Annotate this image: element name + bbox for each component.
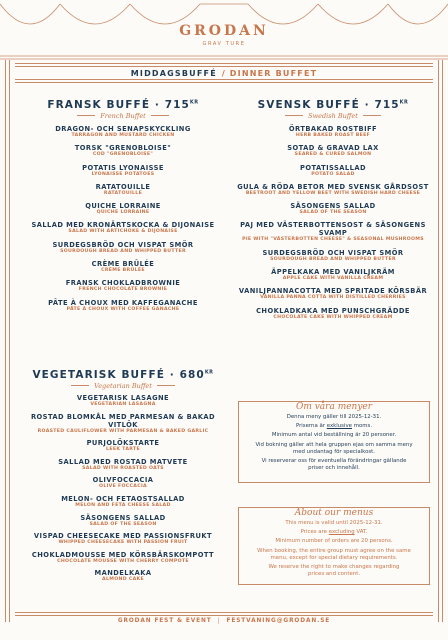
menu-item-name-sv: ÖRTBAKAD ROSTBIFF [288, 125, 378, 133]
menu-item-name-sv: RATATOUILLE [95, 182, 151, 191]
menu-item [18, 413, 228, 435]
menu-item-name-en: SEARED & CURED SALMON [294, 152, 372, 158]
menu-item-name-sv: VANILJPANNACOTTA MED SPRITADE KÖRSBÄR [238, 287, 428, 296]
menu-item-name-en: CHOCOLATE MOUSSE WITH CHERRY COMPOTE [57, 558, 189, 564]
left-rail [5, 60, 6, 622]
footer: GRODAN FEST & EVENT | FESTVANING@GRODAN.SE [117, 618, 331, 624]
menu-item-name-en: LEEK TARTE [106, 447, 140, 453]
menu-item-name-sv: CHOKLADMOUSSE MED KÖRSBÄRSKOMPOTT [31, 550, 215, 559]
menu-item-name-sv: FRANSK CHOKLADBROWNIE [65, 279, 181, 288]
menu-item [18, 514, 228, 528]
menu-item [18, 279, 228, 293]
menu-item-name-sv: VISPAD CHEESECAKE MED PASSIONSFRUKT [33, 532, 213, 541]
menu-item [18, 476, 228, 490]
info-box-en-title: About our menus [289, 508, 379, 518]
menu-item-name-en: SALAD OF THE SEASON [299, 210, 367, 216]
menu-item-name-sv: TORSK "GRENOBLOISE" [74, 144, 172, 153]
menu-title-separator: / [221, 68, 225, 78]
menu-item [18, 495, 228, 509]
menu-item-name-en: VEGETARIAN LASAGNA [90, 402, 156, 407]
menu-item-name-en: PÂTE À CHOUX WITH COFFEE GANACHE [66, 306, 180, 312]
menu-item [18, 569, 228, 583]
right-rail [442, 60, 443, 622]
french-buffet-section [18, 99, 228, 313]
menu-item [228, 268, 438, 282]
menu-item [18, 260, 228, 274]
menu-item-name-sv: MANDELKAKA [94, 569, 152, 578]
swedish-buffet-list [228, 125, 438, 321]
menu-item-name-en: WHIPPED CHEESECAKE WITH PASSION FRUIT [58, 540, 188, 546]
menu-item [18, 394, 228, 408]
french-buffet-subtitle: French Buffet [100, 112, 146, 120]
menu-item [18, 164, 228, 178]
french-buffet-list [18, 125, 228, 313]
menu-item-name-sv: POTATIS LYONAISSE [82, 163, 164, 172]
menu-item-name-en: HERB BAKED ROAST BEEF [295, 133, 371, 138]
menu-item-name-en: COD "GRENOBLOISE" [92, 152, 154, 158]
menu-item [18, 299, 228, 313]
footer-company: GRODAN FEST & EVENT [117, 618, 212, 624]
menu-item [18, 532, 228, 546]
menu-item [18, 125, 228, 139]
menu-item [228, 144, 438, 158]
menu-item-name-sv: SALLAD MED ROSTAD MATVETE [58, 457, 188, 466]
info-box-sv [238, 401, 430, 483]
menu-title-sv: MIDDAGSBUFFÉ [130, 68, 217, 78]
menu-item-name-en: LYONAISSE POTATOES [91, 171, 155, 177]
menu-item-name-sv: VEGETARISK LASAGNE [76, 394, 170, 402]
left-rail [9, 60, 10, 622]
menu-item-name-en: SOURDOUGH BREAD AND WHIPPED BUTTER [270, 256, 396, 262]
menu-item [228, 249, 438, 263]
info-box-en [238, 507, 430, 585]
menu-item-name-sv: PÂTE À CHOUX MED KAFFEGANACHE [48, 298, 198, 307]
menu-item-name-sv: ÄPPELKAKA MED VANILJKRÄM [271, 268, 395, 277]
info-box-sv-body: Denna meny gäller till 2025-12-31. Priserna är exklusive moms. Minimum antal vid beställning är 20 personer. Vid bokning gäller att hela gruppen ejas om samma meny med undantag för specialkost. Vi reserverar oss för eventuella förändringar gällande priser och innehåll. [255, 414, 413, 472]
vegetarian-buffet-subtitle: Vegetarian Buffet [94, 382, 152, 390]
menu-item-name-en: RATATOUILLE [103, 190, 143, 196]
menu-item-name-en: BEETROOT AND YELLOW BEET WITH SWEDISH HARD CHEESE [245, 190, 421, 196]
footer-email[interactable]: FESTVANING@GRODAN.SE [226, 618, 331, 624]
menu-item-name-sv: SOTAD & GRAVAD LAX [287, 144, 379, 153]
menu-item-name-en: PIE WITH "VÄSTERBOTTEN CHEESE" & SEASONAL MUSHROOMS [242, 237, 424, 243]
info-box-en-body: This menu is valid until 2025-12-31. Prices are excluding VAT. Minimum number of orders are 20 persons. When booking, the entire group must agree on the same menu, except for special dietary requirements. We reserve the right to make changes regarding prices and content. [257, 520, 411, 578]
menu-item [228, 125, 438, 139]
menu-item [18, 202, 228, 216]
menu-item-name-sv: SURDEGSBRÖD OCH VISPAT SMÖR [262, 248, 404, 257]
menu-item [18, 458, 228, 472]
menu-item [18, 183, 228, 197]
menu-item [18, 221, 228, 235]
brand-subtitle: GRAV TURE [202, 41, 246, 47]
menu-item-name-en: POTATO SALAD [311, 171, 355, 177]
menu-item [18, 144, 228, 158]
swedish-buffet-subtitle: Swedish Buffet [308, 112, 358, 120]
menu-item-name-sv: PAJ MED VÄSTERBOTTENSOST & SÄSONGENS SVAMP [240, 221, 426, 238]
menu-item-name-en: ALMOND CAKE [102, 577, 144, 583]
menu-item [228, 164, 438, 178]
menu-title-band [15, 63, 433, 83]
brand-logo: GRODAN [179, 23, 269, 39]
menu-item-name-en: MELON AND FETA CHEESE SALAD [75, 502, 171, 508]
menu-item [228, 287, 438, 301]
menu-item [228, 307, 438, 321]
menu-item [228, 183, 438, 197]
menu-item-name-sv: OLIVFOCCACIA [92, 476, 154, 485]
menu-item-name-en: ROASTED CAULIFLOWER WITH PARMESAN & BAKED GARLIC [37, 428, 209, 434]
swedish-buffet-title: SVENSK BUFFÉ · $715^{KR}$ [257, 99, 409, 111]
menu-item-name-en: CHOCOLATE CAKE WITH WHIPPED CREAM [273, 314, 393, 320]
menu-item-name-sv: SÄSONGENS SALLAD [80, 513, 166, 522]
menu-item [18, 241, 228, 255]
menu-item-name-en: APPLE CAKE WITH VANILLA CREAM [282, 276, 384, 282]
vegetarian-buffet-list [18, 394, 228, 583]
menu-item [228, 221, 438, 243]
menu-item-name-sv: CHOKLADKAKA MED PUNSCHGRÄDDE [256, 306, 410, 315]
menu-item-name-sv: PURJOLÖKSTARTE [86, 439, 160, 448]
menu-item-name-en: FRENCH CHOCOLATE BROWNIE [78, 287, 168, 293]
menu-item-name-en: SALAD OF THE SEASON [89, 521, 157, 527]
menu-item-name-en: OLIVE FOCCACIA [99, 484, 147, 490]
menu-item [228, 202, 438, 216]
menu-item-name-sv: GULA & RÖDA BETOR MED SVENSK GÅRDSOST [237, 182, 429, 191]
menu-item-name-sv: SURDEGSBRÖD OCH VISPAT SMÖR [52, 240, 194, 249]
footer-divider [15, 615, 433, 616]
menu-item-name-sv: MELON- OCH FETAOSTSALLAD [61, 494, 185, 503]
swedish-buffet-section [228, 99, 438, 321]
menu-item-name-en: CRÈME BRÛLÉE [101, 268, 145, 274]
menu-item-name-sv: SÄSONGENS SALLAD [290, 202, 376, 211]
menu-item-name-sv: SALLAD MED KRONÄRTSKOCKA & DIJONAISE [31, 221, 215, 230]
menu-item-name-en: SOURDOUGH BREAD AND WHIPPED BUTTER [60, 248, 186, 254]
vegetarian-buffet-section [18, 369, 228, 583]
menu-item-name-sv: QUICHE LORRAINE [85, 202, 161, 211]
footer-divider [15, 612, 433, 613]
right-rail [438, 60, 439, 622]
info-box-sv-title: Om våra menyer [290, 402, 378, 412]
menu-item-name-sv: CRÈME BRÛLÉE [91, 260, 155, 269]
menu-item-name-en: SALAD WITH ARTICHOKE & DIJONAISE [68, 229, 178, 235]
menu-item-name-en: SALAD WITH ROASTED OATS [82, 465, 164, 471]
menu-item-name-sv: ROSTAD BLOMKÅL MED PARMESAN & BAKAD VITLÖK [30, 412, 216, 429]
french-buffet-title: FRANSK BUFFÉ · $715^{KR}$ [47, 99, 199, 111]
menu-item-name-sv: POTATISSALLAD [300, 163, 366, 172]
menu-item-name-en: QUICHE LORRAINE [96, 210, 150, 216]
menu-item-name-sv: DRAGON- OCH SENAPSKYCKLING [55, 125, 191, 133]
menu-item [18, 551, 228, 565]
menu-item [18, 439, 228, 453]
vegetarian-buffet-title: VEGETARISK BUFFÉ · $680^{KR}$ [32, 369, 214, 381]
menu-title-en: DINNER BUFFET [229, 68, 318, 78]
menu-item-name-en: TARRAGON AND MUSTARD CHICKEN [71, 133, 175, 138]
menu-item-name-en: VANILLA PANNA COTTA WITH DISTILLED CHERRIES [260, 295, 406, 301]
